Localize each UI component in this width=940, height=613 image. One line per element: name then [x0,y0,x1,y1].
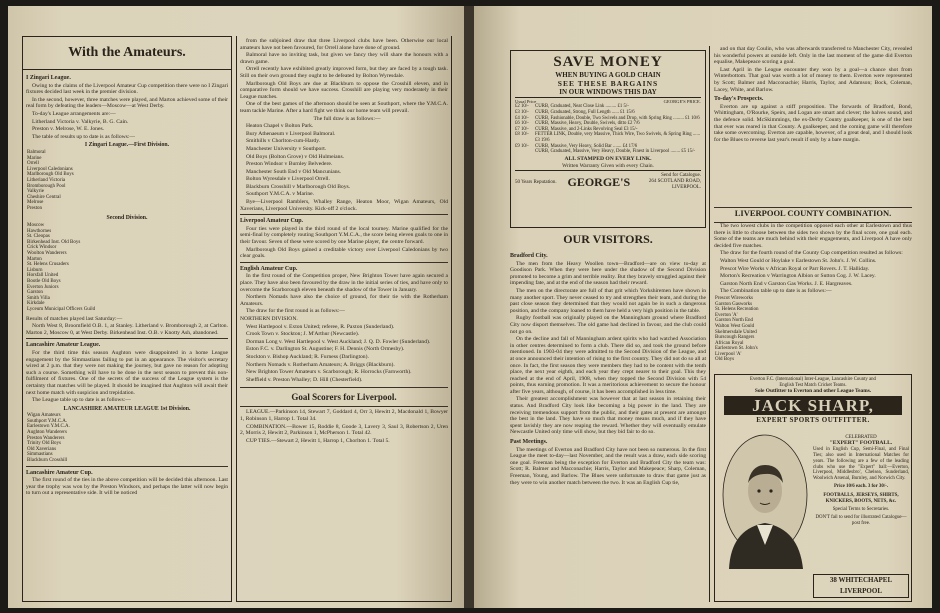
team-name: Lisburn [27,267,43,273]
right-page [474,6,932,608]
list-item: Preston Windsor v Burnley Belvedere. [246,161,333,168]
english-cup-heading: English Amateur Cup. [240,265,298,272]
visitors-p3: Rugby football was originally played on the Manningham ground where Bradford City now disport themselves. The old game had declined in favour, and the club could not go on. [510,315,706,335]
comb-p1: The two lowest clubs in the competition opposed each other at Earlestown and thus there is little to choose between the sides two shown by the final score, one goal each. Some of the teams are much behind with their engagements, and Liverpool A have only decided five matches. [714,223,912,249]
team-name: Skelmersdale United [715,329,757,335]
zingari-p3: To-day's League arrangements are:— [32,110,116,117]
team-name: Preston Wanderers [27,435,65,441]
lancs-cup-heading: Lancashire Amateur Cup. [26,469,93,476]
visitors-p1: The men from the Heavy Woollen town—Bradford—are on view to-day at Goodison Park. When they were here under the shadow of the Second Division promoted to become a grim and terrible reality. But they bravely struggled against their impending fate, and at the end of the season had their reward. [510,260,706,287]
zingari-div2-table [26,223,228,313]
lpool-cup-heading: Liverpool Amateur Cup. [240,218,304,225]
ad-sub2: SEE THESE BARGAINS [557,79,659,88]
team-name: St. Cleopas [27,234,50,240]
english-p1: In the first round of the Competition proper, New Brighton Tower have again secured a place. They have also been favoured by the draw in the initial series of ties, and have only to overcome the Scarborough eleven beneath the shadow of the Tower in January. [240,273,448,293]
comb-p6: Garston North End v Garston Gas Works. J. E. Hargreaves. [720,280,853,287]
divider [26,466,228,467]
lancs-table [26,413,228,463]
team-name: Lyceum Municipal Officers Guild [27,306,96,312]
draw-intro: The full draw is as follows:— [313,115,381,122]
binding-gutter [464,6,474,608]
team-name: Aughton Wanderers [27,430,67,436]
team-name: Earlestown Y.M.C.A. [27,424,70,430]
list-item: Stockton v. Bishop Auckland; R. Furness (Darlington). [246,353,369,360]
chain-description: CURB, Massive, Heavy, Double, Swivels, ditto £2 7/6 [535,121,640,127]
team-name: Bootle Old Boys [27,279,61,284]
team-name: Litherland Victoria [27,177,66,183]
team-name: Everton Juniors [27,284,59,290]
chain-description: CURB, Graduated, Neat Close Link ......... £1 5/- [535,104,629,110]
team-name: Southport Y.M.C.A. [27,418,68,424]
team-name: Kirkdale [27,301,45,307]
team-name: Woolton Wanderers [27,251,67,257]
amateurs-column-1 [26,72,228,598]
team-name: Wigan Amateurs [27,413,61,419]
right-p2: Last April in the League encounter they won by a goal—a chance shot from Winterbottom. That goal was worth a lot of money to them. Everton were represented by Scott; Balmer and Macconachie; Harris, Taylor, and Adamson; Bock, Coleman, Lacey, White, and Barlow. [714,66,912,93]
magazine-spread [8,6,932,608]
team-name: Prescot Wireworks [715,295,753,301]
team-name: Valkyrie [27,189,44,195]
jack-sharp-advert [714,374,912,602]
ad2-top3: Sole Outfitter to Everton and other League Teams. [754,388,872,395]
comb-p2: The draw for the fourth round of the County Cup competition resulted as follows: [720,250,903,257]
ad-price-row [515,132,701,143]
ad2-top1: Everton F.C. (International) Inter-League, Lancashire County and [750,377,876,382]
team-name: Balmoral [27,149,46,155]
zingari-p1: Owing to the claims of the Liverpool Amateur Cup competition there were no I Zingari fixtures decided last week in the premier division. [26,82,228,96]
list-item: Manchester South End v Old Mancunians. [246,168,342,175]
team-name: Hawthornes [27,228,52,234]
divider [240,406,448,407]
table-row [26,307,228,313]
team-name: Old Xaverians [27,446,57,452]
results-text: North West 8, Broomfield O.B. 1, at Stanley. Litherland v. Bromborough 2, at Carlton. Marton 2, Moscow 0, at West Derby. Birkenhead Inst. O.B. v Knotty Ash, abandoned. [26,323,228,336]
ad-years: 50 Years Reputation. [515,179,557,185]
ad-price-list [515,104,701,154]
col2-p5: One of the best games of the afternoon should be seen at Southport, where the Y.M.C.A. team tackle Marine. After a hard fight we think our home team will prevail. [240,101,448,114]
comb-p3: Walton West Gould or Hoylake v Earlestown St. John's. J. W. Collins. [720,257,877,264]
comb-p7: The Combination table up to date is as follows:— [720,288,832,295]
team-name: Preston [27,205,42,211]
team-name: Melrose [27,200,44,206]
list-item: Bolton Wyresdale v Liverpool Orrell. [246,176,330,183]
list-item: West Hartlepool v. Exton United; referee, R. Paxton (Sunderland). [246,323,395,330]
ad-warranty: Written Warranty Given with every Chain. [515,163,701,172]
page-title: With the Amateurs. [68,45,186,60]
ad2-top2: English Test Match Cricket Teams. [779,382,847,388]
ad2-tag: EXPERT SPORTS OUTFITTER. [756,415,870,424]
team-name: Orrell [27,161,39,167]
comb-p5: Morton's Recreation v Warrington Albion or Sutton Cog. J. W. Lacey. [720,273,876,280]
zingari-p4: Litherland Victoria v. Valkyrie, B. G. Cain. [32,118,129,125]
ad2-goods: FOOTBALLS, JERSEYS, SHIRTS, KNICKERS, BOOTS, NETS, &c. [823,493,899,505]
scorers-cup: CUP TIES.—Stewart 2, Hewitt 1, Harrop 1, Chorlton 1. Total 5. [246,437,390,444]
visitors-p4: On the decline and fall of Manningham ardent spirits who had watched Association in other centres determined to form a club. There did so, and took the ground before mentioned. In 1903-04 they were admitted to the Second Division of the League, and at once announced their intention of rising to the first country. They did not do so all at once. In fact, the first season they were members they had to be content with the tenth place, the next year eighth, and each year they crept nearer to their goal. This they reached at the end of April, 1908, when they topped the Second Division with 54 points, thus earning promotion. It was a meritorious achievement to secure the honour after five years, although, of course, it has been accomplished in less time. [510,336,706,395]
visitors-p2: The men on the directorate are full of that grit which Yorkshiremen have shown in many another sport. They never ceased to try and strengthen their team, and during the past close season they determined that they would not again be in such a dangerous position, and the company loaned to them have held a very high position in the table. [510,287,706,314]
ad-george-price-label: GEORGE'S PRICE. [663,99,701,104]
ad-stamped: ALL STAMPED ON EVERY LINK. [564,155,652,162]
col2-p3: Orrell recently have exhibited greatly improved form, but they are faced by a tough task. Still on their own ground they ought to be defeated by Bolton Wyresdale. [240,66,448,79]
team-name: Old Boys [715,357,735,363]
ad-contact [641,173,701,191]
title-banner [22,36,232,70]
team-name: Garston North End [715,318,754,324]
gold-chain-advert [510,50,706,228]
right-p3: Everton are up against a stiff proposition. The forwards of Bradford, Bond, Whittingham, O'Rourke, Speirs, and Logan are smart and clever; the halves sound, and the defence solid. McSkimmings, the ex-Derby County goalkeeper, is one of the best that ever was reared in that County. A goalkeeper, and the coming game will therefore take some overcoming. Everton are capable, however, of a great deal, and I should look for the Blues to reverse last year's result if only by a bare margin. [714,103,912,143]
ad2-terms: Special Terms to Secretaries. [832,506,890,512]
team-name: Smith Villa [27,295,50,301]
scorers-combination: COMBINATION.—Bower 15, Roddie 8, Goode 3, Lavery 3, Saul 3, Robertson 2, Uren 2, Morris 2, Hewitt 2, Parkinson 1, McPherson 1. Total 42. [240,423,448,437]
bradford-heading: Bradford City. [510,253,548,259]
team-name: Earlestown St. John's [715,346,758,352]
portrait-photo [721,433,809,571]
scorers-league: LEAGUE.—Parkinson 14, Stewart 7, Goddard 4, Orr 3, Hewitt 2, Macdonald 1, Bowyer 1, Robinson 1, Harrop 1. Total 34. [240,409,448,422]
lpool-cup-p2: Marlborough Old Boys gained a creditable victory over Liverpool Caledonians by two clear goals. [240,246,448,260]
list-item: Sheffield v. Preston Whalley; D. Hill (Chesterfield). [246,376,363,383]
english-p2: Northern Nomads have also the choice of ground, for their tie with the Rotherham Amateurs. [240,294,448,307]
ad2-name: JACK SHARP, [724,396,902,415]
col2-p4: Marlborough Old Boys are due at Blackburn to oppose the Crosshill eleven, and in comparative form should we have success. Crosshill are playing very moderately in their League matches. [240,80,448,100]
prospects-heading: To-day's Prospects. [714,96,764,103]
ad-address: 264 SCOTLAND ROAD, LIVERPOOL. [648,179,701,191]
northern-list [240,324,448,384]
lancs-table-title: LANCASHIRE AMATEUR LEAGUE 1st Division. [63,405,191,412]
team-name: St. Helens Recreation [715,307,759,313]
team-name: Cheshire Central [27,194,61,200]
list-item: Bury Athenaeum v Liverpool Balmoral. [246,130,336,137]
ad2-expert: "EXPERT" FOOTBALL. [829,439,893,446]
usual-price: £3 10/- [515,110,529,115]
past-meetings-heading: Past Meetings. [510,439,548,446]
ad-catalogue: Send for Catalogue. [661,173,701,179]
col2-p2: Balmoral have no inviting task, but given we fancy they will share the honours with a drawn game. [240,52,448,65]
ad2-address: 38 WHITECHAPEL LIVERPOOL [813,574,909,598]
usual-price: £7 10/- [515,126,529,132]
zingari-p2: In the second, however, three matches were played, and Marton achieved some of their real form by defeating the leaders—Moscow—at West Derby. [26,96,228,110]
team-name: Liverpool 'A' [715,351,742,357]
english-p3: The draw for the first round is as follows:— [246,308,345,315]
usual-price: £9 10/- [515,143,529,149]
chain-description: CURB, Graduated, Strong, Full Length ...... £1 15/6 [535,110,635,115]
team-name: Moscow [27,223,45,229]
zingari-heading: I Zingari League. [26,75,71,81]
team-name: Crick Windsor [27,245,57,251]
chain-description: CURB, Massive, and 2-Links Revolving Seal £3 15/- [535,126,638,132]
team-name: African Royal [715,340,744,346]
visitors-p6: The meetings of Everton and Bradford City have not been so numerous. In the first League the meet to-day—last November, and the result was a draw, each side scoring one goal. Freeman being the exception for Everton and Bradford City the team was: Scott; R. Balmer and Macconachie; Harris, Taylor and Makepeace; Sharp, Coleman, Freeman, Young, and Barlow. The Blues were unfortunate to draw that game just as they were to win another match between the two. It was an English Cup tie, [510,446,706,486]
ad-usual-price-label: Usual Price [515,99,537,104]
team-name: Blackburn Crosshill [27,458,68,464]
usual-price: £6 10/- [515,121,529,127]
ad-sub1: WHEN BUYING A GOLD CHAIN [555,71,661,79]
lancs-p2: The League table up to date is as follows:— [32,397,131,404]
left-page [8,6,464,608]
ad-footer [515,173,701,191]
lancs-cup-p1: The first round of the ties in the above competition will be decided this afternoon. Last year the trophy was won by the Preston Windsors, and perhaps the latter will now begin to turn out a representative side. It will be noticed [26,477,228,497]
lpool-cup-p1: Four ties were played in the third round of the local tourney. Marine qualified for the semi-final by completely routing Southport Y.M.C.A., the score being eleven goals to one in their favour. Seven of these were scored by one Marine player, the centre forward. [240,225,448,246]
combination-column [714,223,912,373]
usual-price: £2 10/- [515,104,529,110]
team-name: Burscough Rangers [715,335,755,341]
list-item: Northern Nomads v. Rotherham Amateurs; A. Briggs (Blackburn). [246,361,395,368]
team-name: Marton [27,256,42,262]
list-item: Crook Town v. Stockton; J. M'Arthur (Newcastle). [246,331,360,338]
div1-title: I Zingari League.—First Division. [84,142,170,149]
ad2-price: Price 10/6 each. 3 for 30/-. [833,484,889,490]
list-item: Dorman Long v. West Hartlepool v. West Auckland; J. Q. D. Fowler (Sunderland). [246,338,431,345]
zingari-p6: The table of results up to date is as follows:— [32,133,135,140]
list-item: Southport Y.M.C.A. v Marine. [246,191,315,198]
team-name: Walton West Gould [715,323,755,329]
comb-p4: Prescot Wire Works v African Royal or Parr Rovers. J. T. Halliday. [720,265,870,272]
col2-p1: from the subjoined draw that three Liverpool clubs have been. Otherwise our local amateurs have not been favoured, for Orrell alone have done of ground. [240,38,448,51]
table-row [26,206,228,212]
list-item: Blackburn Crosshill v Marlborough Old Boys. [246,183,351,190]
ad-price-row [515,149,701,155]
team-name: Marine [27,155,42,161]
ad2-desc: Used in English Cup, Semi-Final, and Final Ties; also used in International Matches for years. The following are a few of the leading clubs who use the "Expert" ball:—Everton, Liverpool, Middlesbro', Chelsea, Sunderland, Woolwich Arsenal, Burnley, and Norwich City. [813,446,909,482]
usual-price: £4 10/- [515,115,529,121]
zingari-p5: Preston v. Melrose, W. E. Jones. [32,126,105,133]
usual-price: £8 10/- [515,132,529,138]
visitors-column [510,250,706,602]
list-item: Smithills v Chorlton-cum-Hardy. [246,138,321,145]
divider [240,262,448,263]
team-name: St. Helens Crusaders [27,262,69,268]
ad-headline: SAVE MONEY [553,54,663,70]
list-item: Old Boys (Bolton Grove) v Old Hulmeians. [246,153,345,160]
combination-table [714,296,912,363]
team-name: Bromborough Pool [27,183,66,189]
divider [26,338,228,339]
ad2-celebrated: CELEBRATED [845,435,877,440]
team-name: Simmastians [27,452,53,458]
team-name: Trinity Old Boys [27,441,61,447]
ad2-details [813,435,909,527]
team-name: Garston Gasworks [715,301,753,307]
scorers-title: Goal Scorers for Liverpool. [291,392,397,403]
ad-sub3: IN OUR WINDOWS THIS DAY [515,88,701,98]
right-column-top [714,46,912,204]
ad2-dont: DON'T fail to send for illustrated Catalogue—post free. [815,514,907,526]
chain-description: CURB, Graduated, Massive, Very Heavy, Double, Finest in Liverpool ........ £5 15/- [535,149,696,155]
div2-title: Second Division. [106,215,148,222]
list-item: Bye—Liverpool Ramblers, Whalley Range, Heaton Moor, Wigan Amateurs, Old Xaverians, Liverpool University. Kick-off 2 o'clock. [240,199,448,212]
team-name: Everton 'A' [715,312,738,318]
list-item: New Brighton Tower Amateurs v. Scarborough; R. Horrocks (Farnworth). [246,369,412,376]
list-item: Manchester University v Southport. [246,145,327,152]
northern-title: NORTHERN DIVISION. [240,315,298,322]
combination-title: LIVERPOOL COUNTY COMBINATION. [734,208,892,218]
right-p1: and on that day Coulin, who was afterwards transferred to Manchester City, revealed his wonderful powers at outside left. Only in the last moment of the game did Everton equalise, Makepeace scoring a goal. [714,46,912,66]
chain-description: CURB, Fashionable, Double, Two Swivels and Drop, with Spring Ring ......... £1 10/6 [535,115,700,121]
table-row [714,357,912,363]
column-rule [709,46,710,602]
divider [240,214,448,215]
zingari-div1-table [26,150,228,212]
team-name: Marlborough Old Boys [27,172,74,178]
team-name: Horsfall United [27,273,59,279]
results-intro: Results of matches played last Saturday:— [26,315,123,322]
list-item: Eston F.C. v. Darlington St. Augustine; F. H. Dennis (North Ormesby). [246,346,405,353]
divider [240,387,448,388]
chain-description: CURB, Massive, Very Heavy, Solid Bar ....... £4 17/6 [535,143,638,149]
list-item: Heaton Chapel v Bolton Park. [246,123,314,130]
portrait-illustration [721,433,809,571]
usual-price [515,149,535,155]
team-name: Liverpool Caledonians [27,166,73,172]
team-name: Birkenhead Inst. Old Boys [27,239,81,245]
visitors-p5: Their greatest accomplishment was however that at last season in retaining their status. And Bradford City look like becoming a big power in the land. They are receiving tremendous support from the public, and their gates at present are amongst the best in the land. They have so much that money means much, and if they have spent lavishly they are now reaping the reward. Whether they will eventually emulate Newcastle United only time will show, but they bid fair to do so. [510,396,706,436]
table-row [26,458,228,464]
draw-list [240,123,448,212]
chain-description: FETTER LINK, Double, very Massive, Thick Wire, Two Swivels, & Spring Ring ...... £3 19/6 [535,132,701,143]
amateurs-column-2 [240,38,448,598]
lancs-heading: Lancashire Amateur League. [26,342,101,349]
ad-brand: GEORGE'S [567,174,631,189]
lancs-p1: For the third time this season Aughton were disappointed in a home League engagement by the Simmastians failing to put in an appearance. The visitor's secretary wired at 2 p.m. that they were not making the journey, but gave no reason for adopting such a course. Something will have to be done in the next season to prevent this non-fulfilment of fixtures. One of the secrets of the success of the League system is the certainty that matches will be played. It should be imagined that Aughton will await their next home match with suspicion and trepidation. [26,349,228,396]
team-name: Garston [27,290,43,296]
visitors-title: OUR VISITORS. [563,232,653,246]
